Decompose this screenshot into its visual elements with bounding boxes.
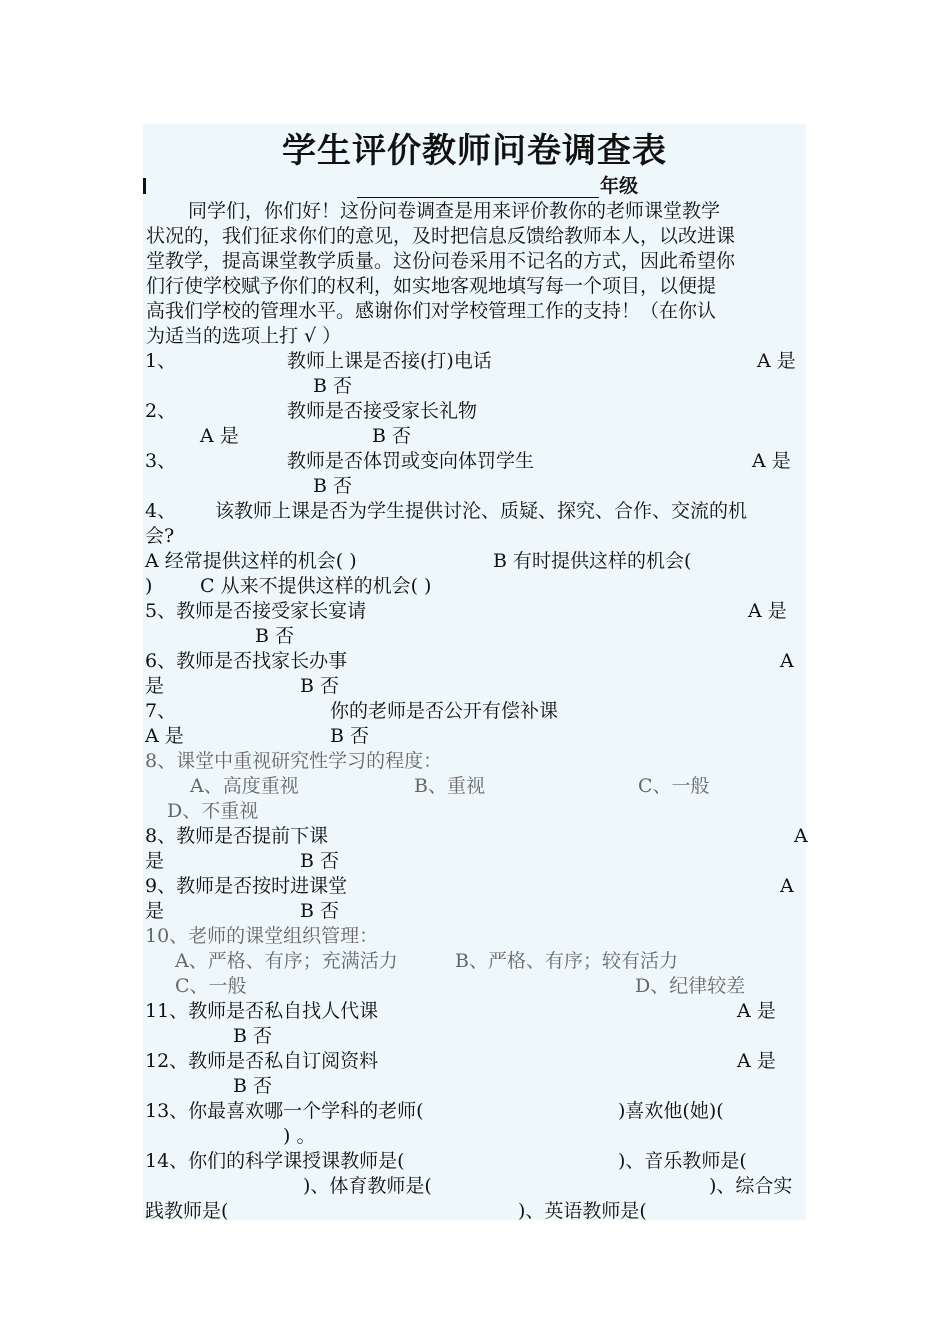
q13-blank-end[interactable]: ) 。 (283, 1125, 316, 1147)
q5-text: 5、教师是否接受家长宴请 (145, 600, 367, 622)
q4-option-c[interactable]: C 从来不提供这样的机会( ) (200, 575, 432, 597)
q14-practice-teacher[interactable]: )、综合实 (709, 1175, 793, 1197)
q12-option-b[interactable]: B 否 (233, 1075, 273, 1097)
q9-option-b[interactable]: B 否 (300, 900, 340, 922)
q4-option-b[interactable]: B 有时提供这样的机会( (493, 550, 692, 572)
q7-text: 你的老师是否公开有偿补课 (330, 700, 559, 722)
q3-option-a[interactable]: A 是 (752, 450, 791, 472)
intro-line: 同学们，你们好！这份问卷调查是用来评价教你的老师课堂教学 (188, 200, 721, 222)
q13-text: 13、你最喜欢哪一个学科的老师( (145, 1100, 424, 1122)
q12-option-a[interactable]: A 是 (737, 1050, 776, 1072)
grade-field (357, 174, 638, 198)
q4-option-a[interactable]: A 经常提供这样的机会( ) (145, 550, 357, 572)
q8a-option-b[interactable]: B、重视 (414, 775, 485, 797)
q13-blank-close[interactable]: )喜欢他(她)( (618, 1100, 724, 1122)
q14-pe-teacher[interactable]: )、体育教师是( (303, 1175, 432, 1197)
q2-text: 教师是否接受家长礼物 (287, 400, 478, 422)
q3-option-b[interactable]: B 否 (313, 475, 353, 497)
q1-option-b[interactable]: B 否 (313, 375, 353, 397)
q8b-option-b[interactable]: B 否 (300, 850, 340, 872)
q9-text: 9、教师是否按时进课堂 (145, 875, 348, 897)
q8a-option-a[interactable]: A、高度重视 (190, 775, 299, 797)
q4-option-b-close: ) (145, 575, 153, 597)
q1-text: 教师上课是否接(打)电话 (287, 350, 492, 372)
q8b-text: 8、教师是否提前下课 (145, 825, 329, 847)
q3-number: 3、 (145, 450, 177, 472)
q14-practice-teacher-label: 践教师是( (145, 1200, 229, 1222)
intro-line: 为适当的选项上打 √ ） (146, 325, 342, 347)
q2-option-a[interactable]: A 是 (200, 425, 239, 447)
q8b-option-a[interactable]: A (794, 825, 808, 847)
q6-option-b[interactable]: B 否 (300, 675, 340, 697)
q5-option-a[interactable]: A 是 (748, 600, 787, 622)
q9-option-a-cont: 是 (145, 900, 165, 922)
intro-line: 状况的，我们征求你们的意见，及时把信息反馈给教师本人，以改进课 (146, 225, 736, 247)
margin-mark (143, 178, 146, 194)
q11-option-b[interactable]: B 否 (233, 1025, 273, 1047)
intro-line: 高我们学校的管理水平。感谢你们对学校管理工作的支持！（在你认 (146, 300, 717, 322)
grade-label: 年级 (600, 175, 639, 197)
q6-option-a[interactable]: A (780, 650, 794, 672)
q7-option-b[interactable]: B 否 (330, 725, 370, 747)
q6-text: 6、教师是否找家长办事 (145, 650, 348, 672)
q5-option-b[interactable]: B 否 (255, 625, 295, 647)
q7-number: 7、 (145, 700, 177, 722)
q8a-text: 8、课堂中重视研究性学习的程度： (145, 750, 443, 772)
q14-text: 14、你们的科学课授课教师是( (145, 1150, 405, 1172)
q14-english-teacher[interactable]: )、英语教师是( (518, 1200, 647, 1222)
q11-text: 11、教师是否私自找人代课 (145, 1000, 379, 1022)
q8a-option-c[interactable]: C、一般 (638, 775, 710, 797)
q4-number: 4、 (145, 500, 177, 522)
intro-paragraph (146, 199, 810, 349)
intro-line: 们行使学校赋予你们的权利，如实地客观地填写每一个项目，以便提 (146, 275, 717, 297)
q12-text: 12、教师是否私自订阅资料 (145, 1050, 379, 1072)
q3-text: 教师是否体罚或变向体罚学生 (287, 450, 535, 472)
q10-option-c[interactable]: C、一般 (175, 975, 247, 997)
q4-text-cont: 会? (145, 525, 175, 547)
q14-music-teacher[interactable]: )、音乐教师是( (618, 1150, 747, 1172)
page-title: 学生评价教师问卷调查表 (282, 131, 667, 171)
q4-text: 该教师上课是否为学生提供讨沦、质疑、探究、合作、交流的机 (215, 500, 748, 522)
q9-option-a[interactable]: A (780, 875, 794, 897)
q2-option-b[interactable]: B 否 (372, 425, 412, 447)
q10-option-a[interactable]: A、严格、有序；充满活力 (175, 950, 398, 972)
q10-option-d[interactable]: D、纪律较差 (635, 975, 746, 997)
intro-line: 堂教学，提高课堂教学质量。这份问卷采用不记名的方式，因此希望你 (146, 250, 736, 272)
q11-option-a[interactable]: A 是 (737, 1000, 776, 1022)
q2-number: 2、 (145, 400, 177, 422)
q6-option-a-cont: 是 (145, 675, 165, 697)
q1-option-a[interactable]: A 是 (757, 350, 796, 372)
q1-number: 1、 (145, 350, 177, 372)
grade-blank[interactable] (357, 179, 599, 198)
q8b-option-a-cont: 是 (145, 850, 165, 872)
q10-option-b[interactable]: B、严格、有序；较有活力 (455, 950, 678, 972)
q7-option-a[interactable]: A 是 (145, 725, 184, 747)
q8a-option-d[interactable]: D、不重视 (167, 800, 259, 822)
q10-text: 10、老师的课堂组织管理： (145, 925, 379, 947)
